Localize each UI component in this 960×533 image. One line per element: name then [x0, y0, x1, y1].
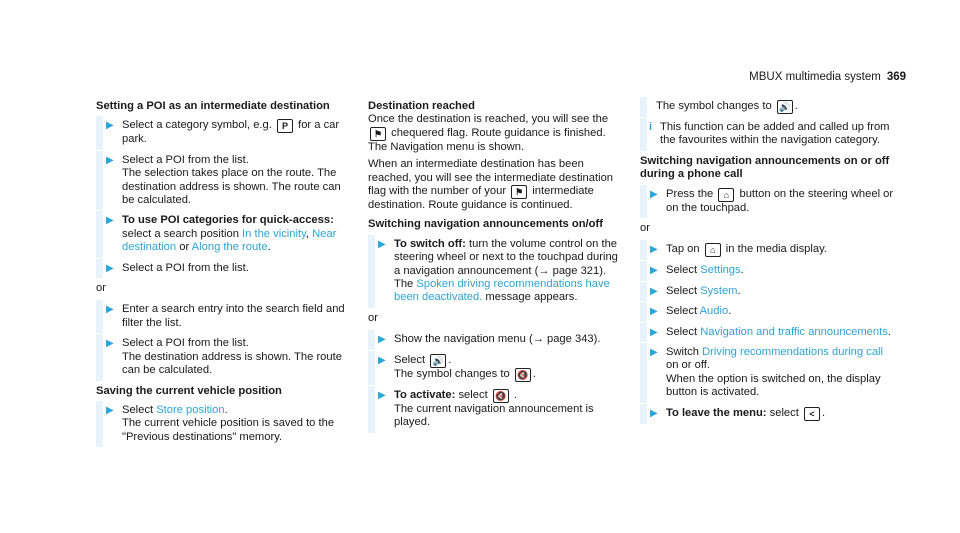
- or-text: or: [368, 311, 378, 324]
- step-arrow-icon: ▶: [650, 407, 658, 419]
- heading-switching-announcements: Switching navigation announcements on/off: [368, 218, 603, 231]
- heading-phone-call-announcements: Switching navigation announcements on or off during a phone call: [640, 154, 890, 181]
- page-reference: → page 321).: [538, 264, 607, 277]
- step-select-poi-again: ▶ Select a POI from the list. The destination address is shown. The route can be calculated.: [96, 337, 354, 377]
- step-arrow-icon: ▶: [378, 238, 386, 250]
- step-arrow-icon: ▶: [650, 306, 658, 318]
- chequered-flag-icon: ⚑: [370, 127, 386, 141]
- step-arrow-icon: ▶: [650, 285, 658, 297]
- step-show-nav-menu: ▶ Show the navigation menu (→ page 343).: [368, 333, 626, 346]
- link-along-the-route[interactable]: Along the route: [191, 241, 268, 254]
- step-arrow-icon: ▶: [106, 215, 114, 227]
- manual-title: MBUX multimedia system: [749, 71, 881, 83]
- or-text: or: [640, 222, 650, 235]
- step-select-settings: ▶ Select Settings.: [640, 264, 898, 277]
- step-enter-search: ▶ Enter a search entry into the search field and filter the list.: [96, 303, 354, 330]
- link-navigation-traffic-announcements[interactable]: Navigation and traffic announcements: [700, 325, 888, 338]
- step-arrow-icon: ▶: [106, 262, 114, 274]
- step-store-position: ▶ Select Store position. The current vehicle position is saved to the "Previous destinations" memory.: [96, 404, 354, 444]
- speaker-muted-icon: 🔇: [515, 368, 531, 382]
- home-icon: ⌂: [718, 188, 734, 202]
- link-store-position[interactable]: Store position: [156, 403, 225, 416]
- link-audio[interactable]: Audio: [699, 305, 729, 318]
- step-switch-off: ▶ To switch off: turn the volume control on the steering wheel or next to the touchpad during a navigation announcement (→ page 321). The Spoken driving recommendations have been deactivated. message appears.: [368, 238, 626, 305]
- step-arrow-icon: ▶: [106, 120, 114, 132]
- step-leave-menu: ▶ To leave the menu: select < .: [640, 407, 898, 421]
- step-select-category: ▶ Select a category symbol, e.g. P for a car park.: [96, 119, 354, 146]
- step-arrow-icon: ▶: [650, 326, 658, 338]
- car-park-symbol-icon: P: [277, 119, 293, 133]
- step-arrow-icon: ▶: [650, 188, 658, 200]
- step-arrow-icon: ▶: [650, 244, 658, 256]
- step-arrow-icon: ▶: [650, 265, 658, 277]
- heading-poi-intermediate: Setting a POI as an intermediate destination: [96, 100, 330, 112]
- link-driving-recommendations-during-call[interactable]: Driving recommendations during call: [702, 346, 884, 359]
- step-press-home-button: ▶ Press the ⌂ button on the steering wheel or on the touchpad.: [640, 188, 898, 215]
- step-select-audio: ▶ Select Audio.: [640, 305, 898, 318]
- message-spoken-recommendations-deactivated: Spoken driving recommendations have been deactivated.: [394, 278, 610, 304]
- speaker-on-icon: 🔊: [777, 100, 793, 114]
- link-system[interactable]: System: [700, 284, 738, 297]
- column-middle: [368, 100, 626, 437]
- or-text: or: [96, 282, 106, 295]
- page-number: 369: [886, 71, 906, 83]
- link-in-the-vicinity[interactable]: In the vicinity: [242, 227, 306, 240]
- heading-saving-vehicle-position: Saving the current vehicle position: [96, 384, 282, 397]
- step-select-poi: ▶ Select a POI from the list. The selection takes place on the route. The destination address is shown. The route can be calculated.: [96, 154, 354, 208]
- back-icon: <: [804, 407, 820, 421]
- info-note: i This function can be added and called up from the favourites within the navigation category.: [640, 121, 898, 148]
- step-select-nav-traffic: ▶ Select Navigation and traffic announcements.: [640, 326, 898, 339]
- step-select-system: ▶ Select System.: [640, 285, 898, 298]
- step-select-poi-list: ▶ Select a POI from the list.: [96, 262, 354, 275]
- page-header: [749, 71, 906, 84]
- paragraph-intermediate-reached: When an intermediate destination has been reached, you will see the intermediate destination flag with the number of your ⚑ intermediate destination. Route guidance is continued.: [368, 158, 614, 212]
- step-arrow-icon: ▶: [106, 154, 114, 166]
- heading-destination-reached: Destination reached: [368, 100, 475, 112]
- intermediate-flag-icon: ⚑: [511, 185, 527, 199]
- page-reference: → page 343).: [532, 333, 601, 346]
- step-tap-home: ▶ Tap on ⌂ in the media display.: [640, 243, 898, 257]
- info-icon: i: [649, 121, 653, 133]
- speaker-on-icon: 🔊: [430, 354, 446, 368]
- step-switch-driving-recommendations: ▶ Switch Driving recommendations during call on or off. When the option is switched on, the display button is activated.: [640, 346, 898, 400]
- step-activate: ▶ To activate: select 🔇 . The current navigation announcement is played.: [368, 389, 626, 430]
- home-icon: ⌂: [705, 243, 721, 257]
- step-arrow-icon: ▶: [106, 404, 114, 416]
- step-arrow-icon: ▶: [650, 347, 658, 359]
- speaker-muted-icon: 🔇: [493, 389, 509, 403]
- step-arrow-icon: ▶: [378, 334, 386, 346]
- result-symbol-changes: The symbol changes to 🔊 .: [640, 100, 898, 114]
- link-settings[interactable]: Settings: [700, 264, 741, 277]
- step-select-speaker: ▶ Select 🔊 . The symbol changes to 🔇 .: [368, 354, 626, 382]
- step-arrow-icon: ▶: [378, 389, 386, 401]
- step-arrow-icon: ▶: [378, 354, 386, 366]
- step-poi-quick-access: ▶ To use POI categories for quick-access: select a search position In the vicinity, Near destination or Along the route.: [96, 214, 354, 254]
- step-arrow-icon: ▶: [106, 304, 114, 316]
- column-right: [640, 100, 898, 428]
- column-left: [96, 100, 354, 451]
- link-near-destination[interactable]: Near destination: [122, 227, 337, 254]
- paragraph-destination-reached: Once the destination is reached, you will see the ⚑ chequered flag. Route guidance is finished. The Navigation menu is shown.: [368, 113, 609, 153]
- step-arrow-icon: ▶: [106, 338, 114, 350]
